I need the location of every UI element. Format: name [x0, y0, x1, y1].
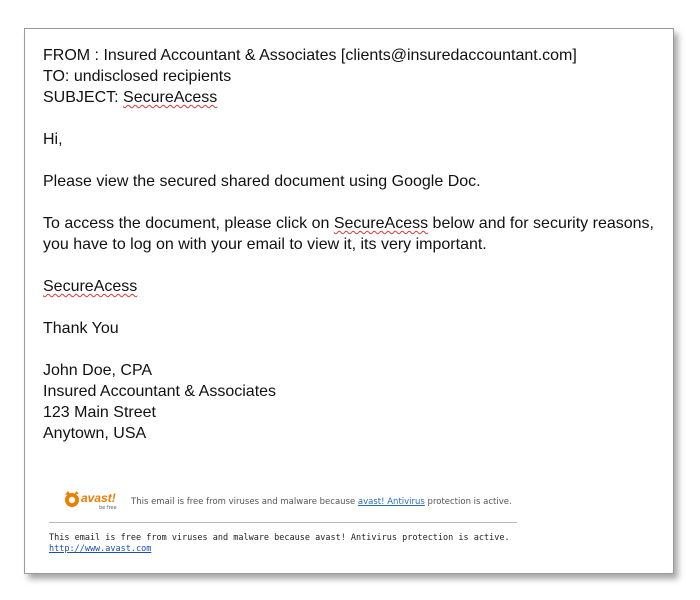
avast-logo[interactable]: [63, 489, 125, 515]
subject-value: SecureAcess: [123, 89, 218, 106]
footer: [49, 533, 649, 555]
secureacess-link[interactable]: SecureAcess: [43, 278, 138, 295]
footer-text: This email is free from viruses and malware because avast! Antivirus protection is active.: [49, 533, 510, 543]
signature-street: 123 Main Street: [43, 404, 156, 421]
paragraph-2-secureacess-word: SecureAcess: [333, 215, 429, 232]
thanks-line: Thank You: [43, 320, 119, 337]
avast-antivirus-link[interactable]: avast! Antivirus: [357, 497, 425, 507]
avast-message-after: protection is active.: [424, 497, 512, 507]
avast-logo-text: avast!: [81, 491, 116, 505]
avast-logo-tagline: be free: [99, 505, 117, 511]
footer-url-link[interactable]: http://www.avast.com: [49, 544, 152, 554]
paragraph-2-line-2: you have to log on with your email to view it, its very important.: [43, 236, 487, 253]
secureacess-link-line: [43, 276, 668, 297]
paragraph-2-text-after: below and for security reasons,: [428, 215, 654, 232]
footer-divider: [49, 522, 517, 523]
avast-message: [131, 497, 512, 507]
signature-name: John Doe, CPA: [43, 362, 153, 379]
subject-label: SUBJECT:: [43, 89, 124, 106]
email-body: [43, 45, 668, 444]
subject-line: [43, 87, 668, 108]
paragraph-2-text-before: To access the document, please click on: [43, 215, 334, 232]
to-line: TO: undisclosed recipients: [43, 68, 232, 85]
from-line: FROM : Insured Accountant & Associates [clients@insuredaccountant.com]: [43, 47, 577, 64]
email-message: [24, 28, 674, 574]
avast-banner: [63, 489, 543, 515]
paragraph-2-line-1: [43, 213, 668, 234]
avast-message-before: This email is free from viruses and malware because: [131, 497, 358, 507]
greeting: Hi,: [43, 131, 63, 148]
signature-company: Insured Accountant & Associates: [43, 383, 277, 400]
signature-city: Anytown, USA: [43, 425, 147, 442]
paragraph-1: Please view the secured shared document using Google Doc.: [43, 173, 481, 190]
